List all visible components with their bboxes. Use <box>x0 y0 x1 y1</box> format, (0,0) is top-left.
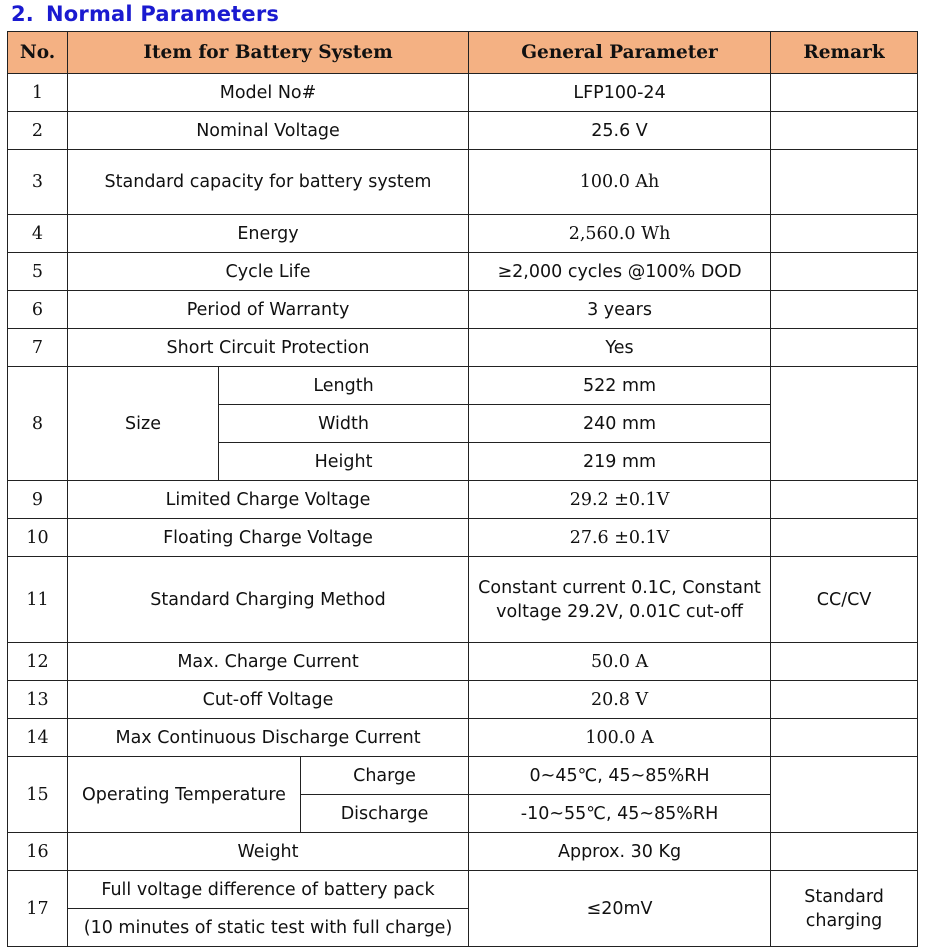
value-cell: 0~45℃, 45~85%RH <box>469 757 771 795</box>
item-cell: Floating Charge Voltage <box>68 519 469 557</box>
value-cell: Yes <box>469 329 771 367</box>
section-title: Normal Parameters <box>46 2 280 26</box>
table-row <box>8 719 918 757</box>
table-row <box>8 757 918 795</box>
remark-cell <box>771 74 918 112</box>
remark-cell <box>771 481 918 519</box>
row-number: 9 <box>8 481 68 519</box>
remark-cell <box>771 871 918 947</box>
item-cell: Max Continuous Discharge Current <box>68 719 469 757</box>
row-number: 17 <box>8 871 68 947</box>
table-row <box>8 833 918 871</box>
table-row <box>8 557 918 643</box>
item-cell: Operating Temperature <box>68 757 301 833</box>
remark-cell <box>771 367 918 481</box>
parameters-table <box>7 31 918 947</box>
remark-cell <box>771 150 918 215</box>
value-cell: 3 years <box>469 291 771 329</box>
header-row <box>8 32 918 74</box>
row-number: 16 <box>8 833 68 871</box>
value-cell: 2,560.0 Wh <box>469 215 771 253</box>
table-row <box>8 329 918 367</box>
remark-line: Standard <box>804 886 884 907</box>
sub-item-width: Width <box>219 405 469 443</box>
item-cell: Full voltage difference of battery pack <box>68 871 469 909</box>
item-cell: Cut-off Voltage <box>68 681 469 719</box>
header-remark: Remark <box>771 32 918 74</box>
item-cell: Limited Charge Voltage <box>68 481 469 519</box>
value-cell: 219 mm <box>469 443 771 481</box>
value-cell: -10~55℃, 45~85%RH <box>469 795 771 833</box>
value-cell: Approx. 30 Kg <box>469 833 771 871</box>
value-line: voltage 29.2V, 0.01C cut-off <box>496 601 743 622</box>
header-no: No. <box>8 32 68 74</box>
sub-item-length: Length <box>219 367 469 405</box>
item-cell: Model No# <box>68 74 469 112</box>
row-number: 6 <box>8 291 68 329</box>
row-number: 7 <box>8 329 68 367</box>
item-cell: Nominal Voltage <box>68 112 469 150</box>
sub-item-discharge: Discharge <box>301 795 469 833</box>
table-row <box>8 291 918 329</box>
header-item: Item for Battery System <box>68 32 469 74</box>
value-cell: 50.0 A <box>469 643 771 681</box>
remark-cell <box>771 329 918 367</box>
table-row <box>8 681 918 719</box>
row-number: 2 <box>8 112 68 150</box>
value-cell <box>469 557 771 643</box>
remark-line: charging <box>805 910 883 931</box>
row-number: 14 <box>8 719 68 757</box>
remark-cell <box>771 719 918 757</box>
value-cell: 25.6 V <box>469 112 771 150</box>
table-row <box>8 253 918 291</box>
item-cell: Standard capacity for battery system <box>68 150 469 215</box>
value-cell: 20.8 V <box>469 681 771 719</box>
section-heading <box>11 2 279 26</box>
sub-item-charge: Charge <box>301 757 469 795</box>
remark-cell <box>771 112 918 150</box>
table-row <box>8 112 918 150</box>
row-number: 4 <box>8 215 68 253</box>
remark-cell <box>771 291 918 329</box>
remark-cell <box>771 757 918 833</box>
value-cell: 29.2 ±0.1V <box>469 481 771 519</box>
sub-item-height: Height <box>219 443 469 481</box>
remark-cell: CC/CV <box>771 557 918 643</box>
row-number: 8 <box>8 367 68 481</box>
row-number: 3 <box>8 150 68 215</box>
value-cell: 100.0 A <box>469 719 771 757</box>
table-row <box>8 367 918 405</box>
item-cell: Size <box>68 367 219 481</box>
value-cell: LFP100-24 <box>469 74 771 112</box>
remark-cell <box>771 643 918 681</box>
value-cell: 27.6 ±0.1V <box>469 519 771 557</box>
item-cell: Weight <box>68 833 469 871</box>
table-row <box>8 215 918 253</box>
item-cell: Cycle Life <box>68 253 469 291</box>
row-number: 11 <box>8 557 68 643</box>
row-number: 15 <box>8 757 68 833</box>
item-cell: Energy <box>68 215 469 253</box>
item-cell: Max. Charge Current <box>68 643 469 681</box>
value-cell: ≤20mV <box>469 871 771 947</box>
row-number: 5 <box>8 253 68 291</box>
item-cell: Period of Warranty <box>68 291 469 329</box>
remark-cell <box>771 833 918 871</box>
table-row <box>8 643 918 681</box>
remark-cell <box>771 215 918 253</box>
table-row <box>8 871 918 909</box>
table-row <box>8 150 918 215</box>
remark-cell <box>771 519 918 557</box>
item-cell: Short Circuit Protection <box>68 329 469 367</box>
remark-cell <box>771 253 918 291</box>
remark-cell <box>771 681 918 719</box>
item-cell: Standard Charging Method <box>68 557 469 643</box>
table-row <box>8 481 918 519</box>
item-cell: (10 minutes of static test with full charge) <box>68 909 469 947</box>
value-cell: ≥2,000 cycles @100% DOD <box>469 253 771 291</box>
row-number: 1 <box>8 74 68 112</box>
row-number: 13 <box>8 681 68 719</box>
table-row <box>8 74 918 112</box>
section-number: 2. <box>11 2 34 26</box>
value-cell: 100.0 Ah <box>469 150 771 215</box>
table-row <box>8 519 918 557</box>
row-number: 10 <box>8 519 68 557</box>
value-line: Constant current 0.1C, Constant <box>478 577 761 598</box>
header-param: General Parameter <box>469 32 771 74</box>
value-cell: 522 mm <box>469 367 771 405</box>
row-number: 12 <box>8 643 68 681</box>
value-cell: 240 mm <box>469 405 771 443</box>
